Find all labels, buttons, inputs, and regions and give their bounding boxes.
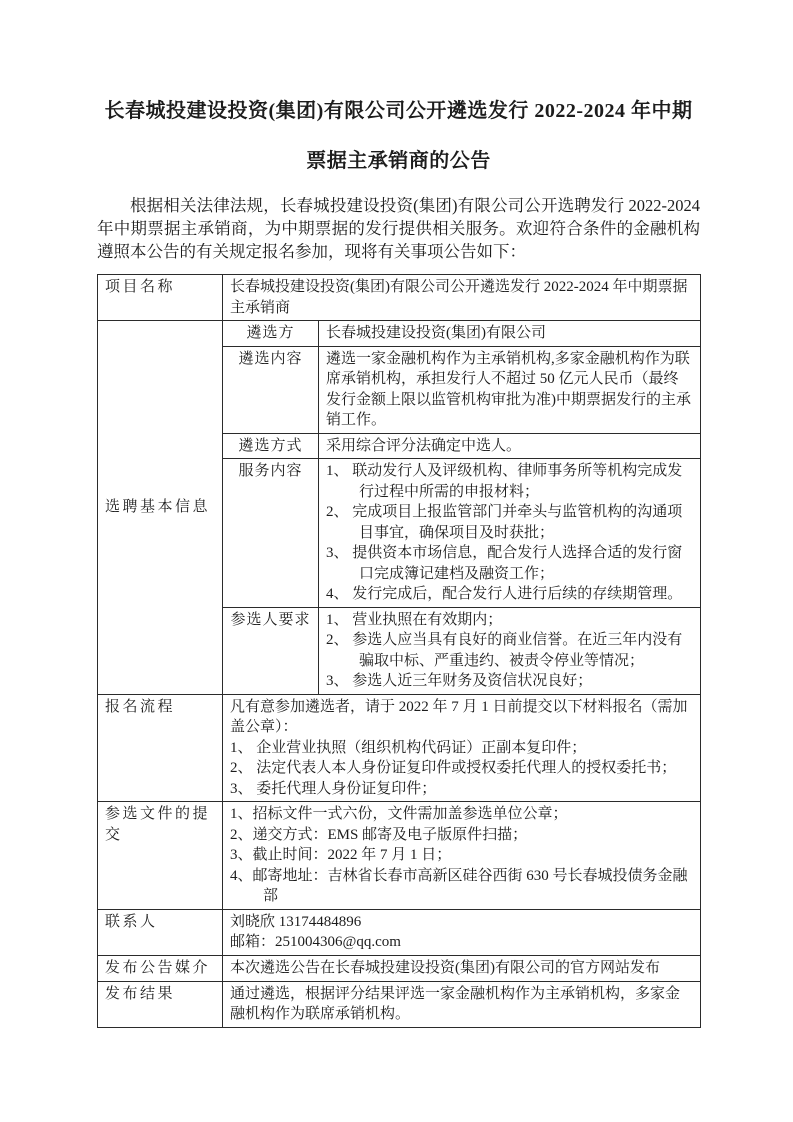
table-row-submission: [98, 802, 701, 910]
method-value: 采用综合评分法确定中选人。: [319, 433, 701, 459]
selector-value: 长春城投建设投资(集团)有限公司: [319, 321, 701, 347]
contact-email: 邮箱：251004306@qq.com: [230, 934, 401, 950]
submission-item: 4、邮寄地址：吉林省长春市高新区硅谷西街 630 号长春城投债务金融部: [230, 867, 688, 904]
contact-value: [223, 909, 701, 955]
signup-item: 3、 委托代理人身份证复印件；: [230, 780, 437, 797]
requirements-item: 2、 参选人应当具有良好的商业信誉。在近三年内没有骗取中标、严重违约、被责令停业等情况；: [326, 632, 683, 669]
table-row-result: [98, 981, 701, 1027]
selector-label: 遴选方: [223, 321, 319, 347]
services-item: 2、 完成项目上报监管部门并牵头与监管机构的沟通项目事宜，确保项目及时获批；: [326, 504, 683, 541]
project-value: 长春城投建设投资(集团)有限公司公开遴选发行 2022-2024 年中期票据主承销商: [223, 275, 701, 321]
contact-label: 联系人: [98, 909, 223, 955]
content-label: 遴选内容: [223, 346, 319, 433]
requirements-item: 1、 营业执照在有效期内；: [326, 611, 503, 628]
intro-paragraph: 根据相关法律法规，长春城投建设投资(集团)有限公司公开选聘发行 2022-2024 年中期票据主承销商，为中期票据的发行提供相关服务。欢迎符合条件的金融机构遵照本公告的有关规定报名参加，现将有关事项公告如下：: [97, 196, 700, 261]
media-label: 发布公告媒介: [98, 955, 223, 981]
services-item: 1、 联动发行人及评级机构、律师事务所等机构完成发行过程中所需的申报材料；: [326, 463, 683, 500]
page-title: 长春城投建设投资(集团)有限公司公开遴选发行 2022-2024 年中期票据主承销商的公告: [104, 100, 693, 172]
signup-label: 报名流程: [98, 694, 223, 802]
services-item: 4、 发行完成后，配合发行人进行后续的存续期管理。: [326, 586, 683, 602]
signup-item: 1、 企业营业执照（组织机构代码证）正副本复印件；: [230, 739, 587, 756]
submission-item: 1、招标文件一式六份，文件需加盖参选单位公章；: [230, 806, 568, 822]
table-row-selector: [98, 321, 701, 347]
table-row-signup: [98, 694, 701, 802]
services-value: [319, 459, 701, 608]
requirements-value: [319, 607, 701, 694]
result-label: 发布结果: [98, 981, 223, 1027]
announcement-table: [97, 274, 701, 1028]
contact-name-phone: 刘晓欣 13174484896: [230, 913, 362, 930]
signup-item: 2、 法定代表人本人身份证复印件或授权委托代理人的授权委托书；: [230, 760, 677, 776]
signup-intro: 凡有意参加遴选者，请于 2022 年 7 月 1 日前提交以下材料报名（需加盖公章）：: [230, 698, 688, 735]
signup-value: [223, 694, 701, 802]
requirements-label: 参选人要求: [223, 607, 319, 694]
media-value: 本次遴选公告在长春城投建设投资(集团)有限公司的官方网站发布: [223, 955, 701, 981]
submission-value: [223, 802, 701, 910]
services-item: 3、 提供资本市场信息，配合发行人选择合适的发行窗口完成簿记建档及融资工作；: [326, 545, 683, 582]
submission-item: 3、截止时间：2022 年 7 月 1 日；: [230, 847, 452, 863]
table-row-media: [98, 955, 701, 981]
submission-item: 2、递交方式：EMS 邮寄及电子版原件扫描；: [230, 826, 528, 843]
project-label: 项目名称: [98, 275, 223, 321]
content-value: 遴选一家金融机构作为主承销机构,多家金融机构作为联席承销机构，承担发行人不超过 50 亿元人民币（最终发行金额上限以监管机构审批为准)中期票据发行的主承销工作。: [319, 346, 701, 433]
recruit-info-label: 选聘基本信息: [98, 321, 223, 695]
result-value: 通过遴选，根据评分结果评选一家金融机构作为主承销机构，多家金融机构作为联席承销机构。: [223, 981, 701, 1027]
table-row-project: [98, 275, 701, 321]
table-row-contact: [98, 909, 701, 955]
method-label: 遴选方式: [223, 433, 319, 459]
submission-label: 参选文件的提交: [98, 802, 223, 910]
services-label: 服务内容: [223, 459, 319, 608]
requirements-item: 3、 参选人近三年财务及资信状况良好；: [326, 673, 593, 689]
